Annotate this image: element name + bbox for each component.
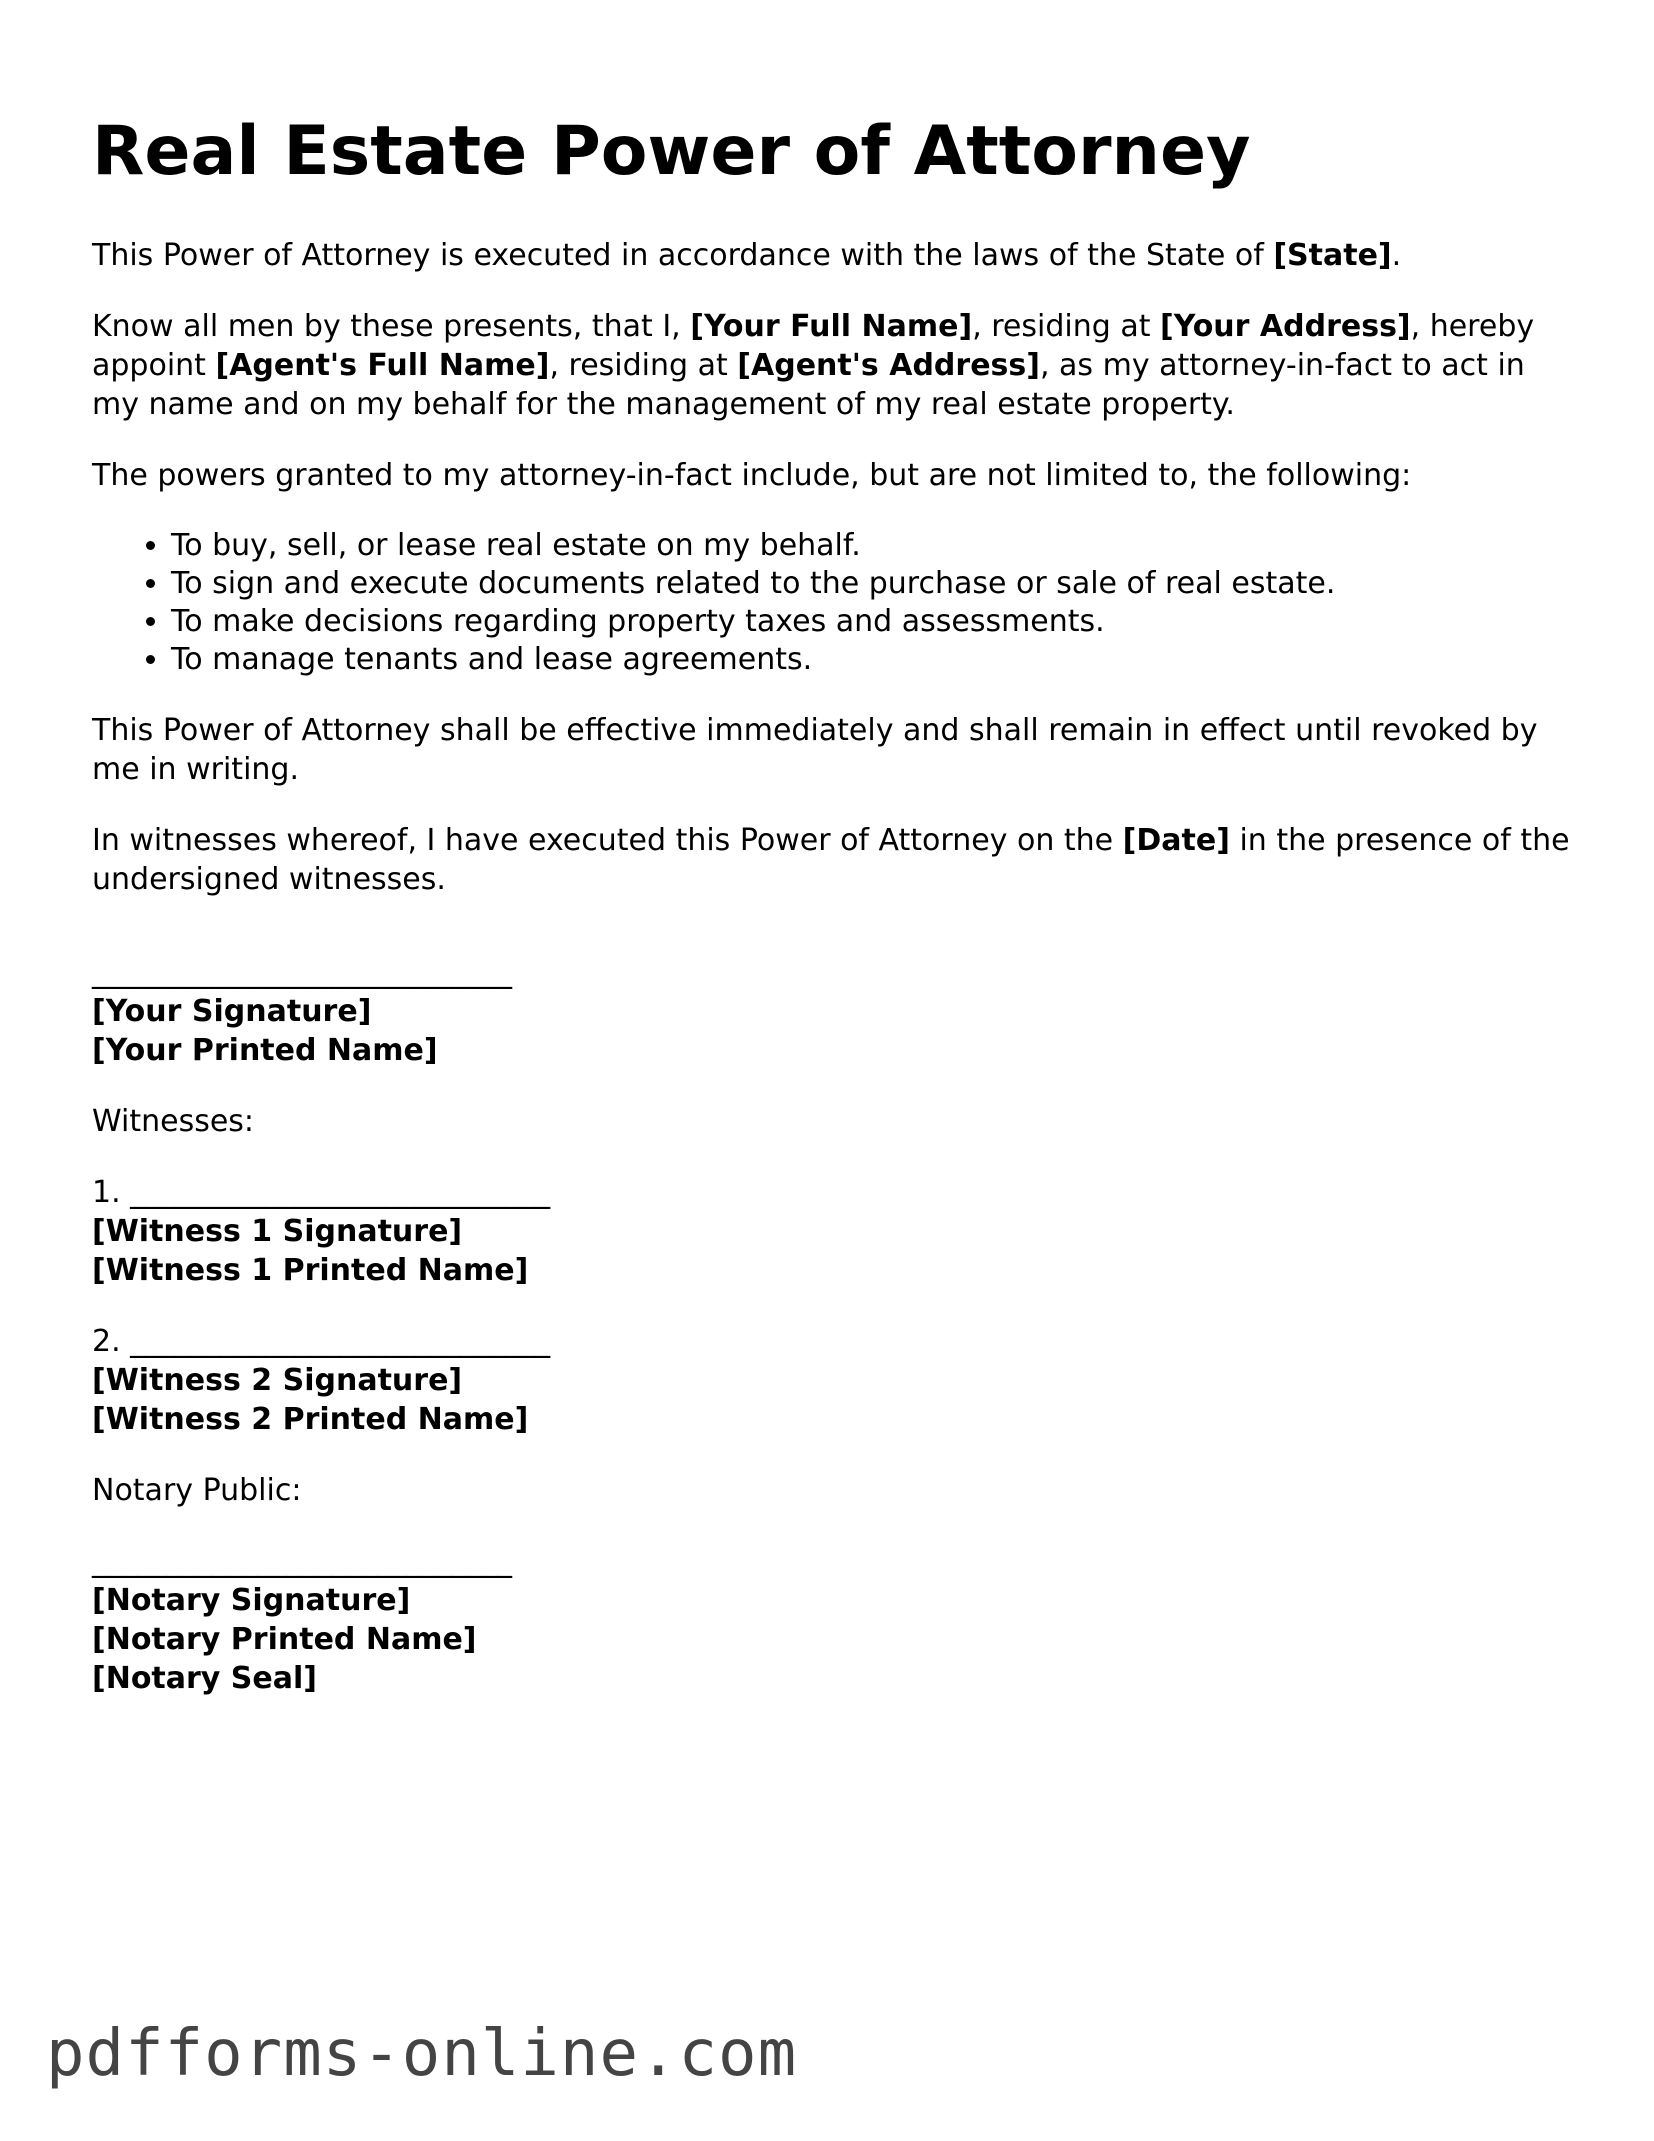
witnesses-label: Witnesses:: [92, 1104, 255, 1139]
witness2-signature-line[interactable]: 2. ____________________________: [92, 1324, 551, 1359]
appointment-paragraph: Know all men by these presents, that I, [Your Full Name], residing at [Your Address], hereby appoint [Agent's Full Name], residing at [Agent's Address], as my attorney-in-fact to act in my name and on my behalf for the management of my real estate property.: [92, 309, 1535, 422]
list-item: • To manage tenants and lease agreements.: [171, 641, 1572, 679]
witness2-signature-block: [92, 1322, 1572, 1439]
notary-seal-label: [Notary Seal]: [92, 1661, 317, 1696]
notary-signature-line[interactable]: ____________________________: [92, 1544, 512, 1579]
date-placeholder: [Date]: [1122, 823, 1230, 858]
notary-label: Notary Public:: [92, 1473, 302, 1508]
powers-intro: The powers granted to my attorney-in-fact include, but are not limited to, the following:: [92, 458, 1412, 493]
agent-address-placeholder: [Agent's Address]: [737, 348, 1040, 383]
state-placeholder: [State]: [1273, 238, 1392, 273]
list-item: • To sign and execute documents related to the purchase or sale of real estate.: [171, 565, 1572, 603]
notary-printed-name-label: [Notary Printed Name]: [92, 1622, 477, 1657]
witness1-printed-name-label: [Witness 1 Printed Name]: [92, 1253, 529, 1288]
principal-signature-line[interactable]: ____________________________: [92, 955, 512, 990]
address-placeholder: [Your Address]: [1160, 309, 1411, 344]
witness2-printed-name-label: [Witness 2 Printed Name]: [92, 1402, 529, 1437]
list-item: • To make decisions regarding property taxes and assessments.: [171, 603, 1572, 641]
document-title: Real Estate Power of Attorney: [92, 112, 1251, 191]
notary-signature-block: [92, 1542, 1572, 1698]
list-item: • To buy, sell, or lease real estate on my behalf.: [171, 527, 1572, 565]
notary-signature-label: [Notary Signature]: [92, 1583, 411, 1618]
witness-clause: In witnesses whereof, I have executed this Power of Attorney on the [Date] in the presence of the undersigned witnesses.: [92, 823, 1570, 897]
agent-name-placeholder: [Agent's Full Name]: [215, 348, 550, 383]
witness2-signature-label: [Witness 2 Signature]: [92, 1363, 463, 1398]
watermark: pdfforms-online.com: [46, 2017, 798, 2091]
witness1-signature-line[interactable]: 1. ____________________________: [92, 1175, 551, 1210]
principal-printed-name-label: [Your Printed Name]: [92, 1033, 438, 1068]
powers-list: [92, 527, 1572, 679]
document-page: [92, 112, 1572, 1730]
witness1-signature-block: [92, 1173, 1572, 1290]
intro-paragraph: This Power of Attorney is executed in accordance with the laws of the State of [State].: [92, 238, 1402, 273]
witness1-signature-label: [Witness 1 Signature]: [92, 1214, 463, 1249]
effective-paragraph: This Power of Attorney shall be effective immediately and shall remain in effect until revoked by me in writing.: [92, 713, 1538, 787]
principal-signature-label: [Your Signature]: [92, 994, 372, 1029]
full-name-placeholder: [Your Full Name]: [690, 309, 973, 344]
principal-signature-block: [92, 953, 1572, 1070]
